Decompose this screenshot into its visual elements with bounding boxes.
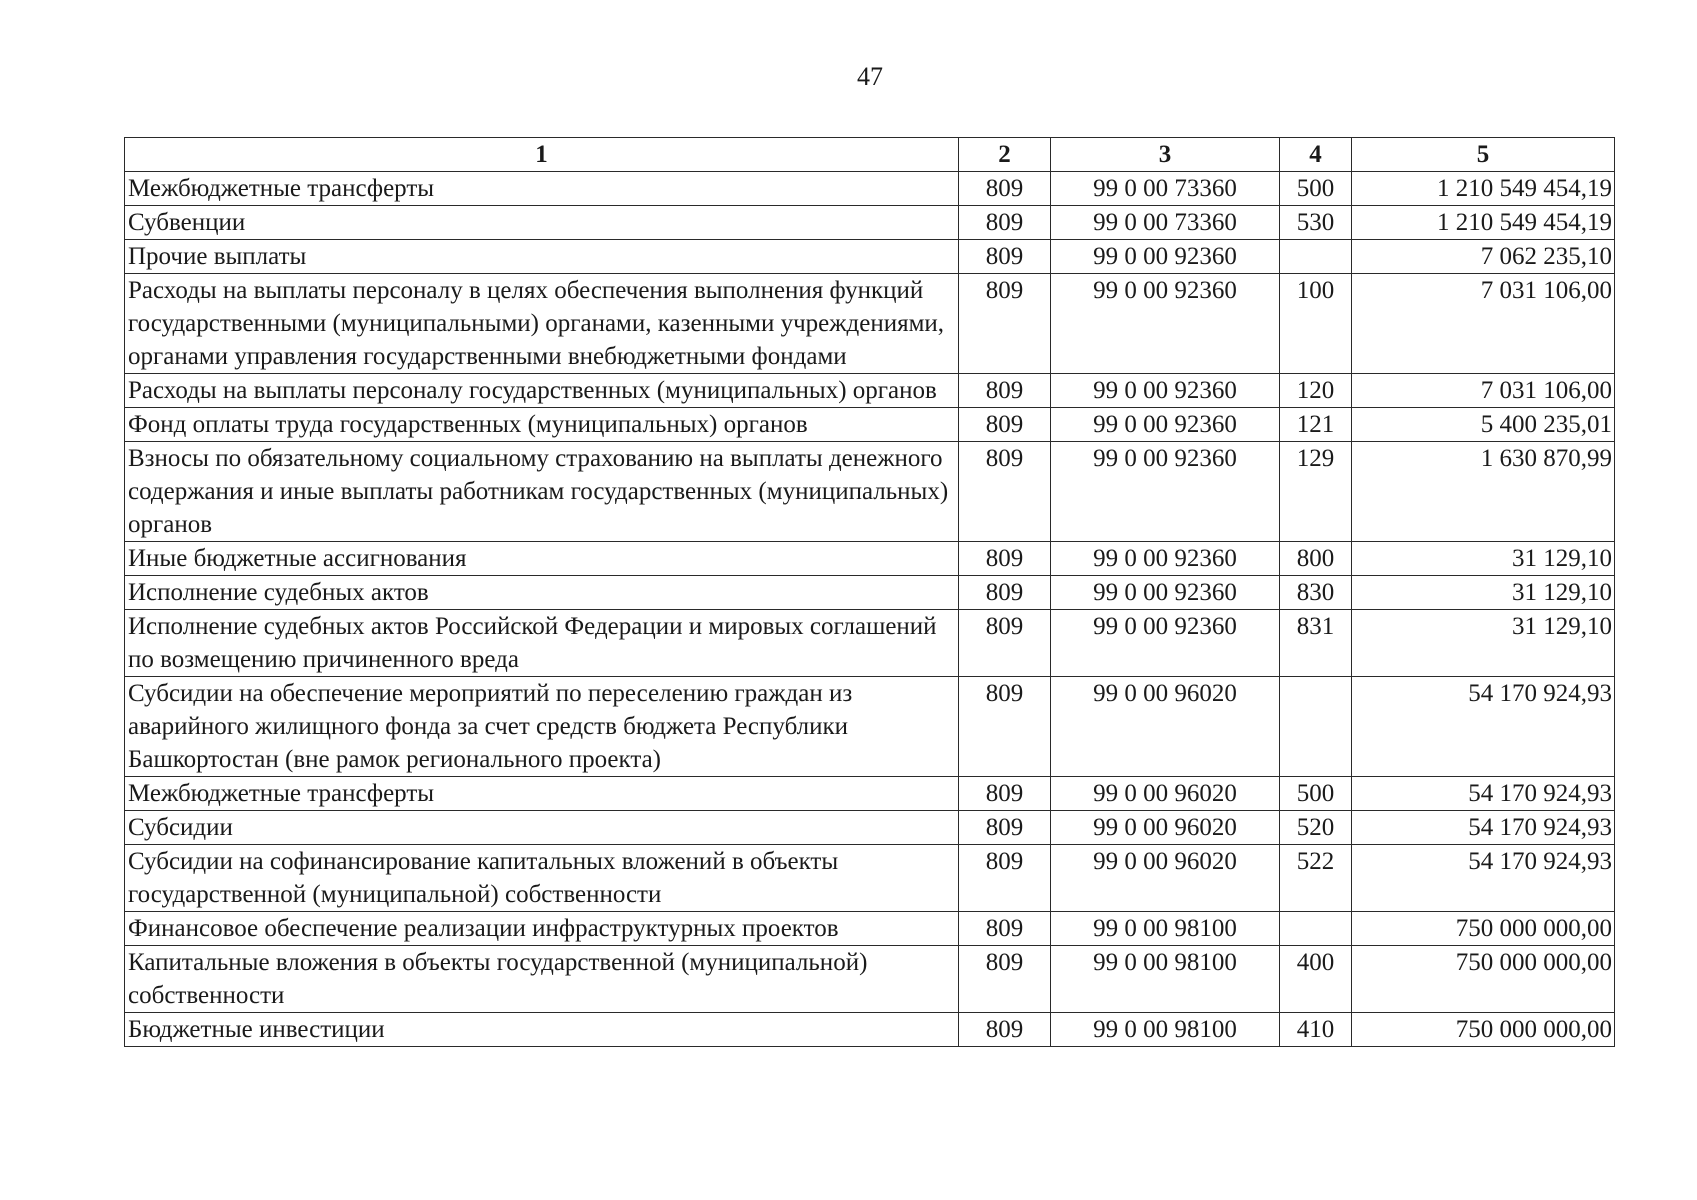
expense-type-cell: [1280, 240, 1352, 274]
department-code-cell: 809: [959, 274, 1051, 374]
amount-cell: 5 400 235,01: [1352, 408, 1615, 442]
table-row: [125, 1013, 1615, 1047]
expense-type-cell: 520: [1280, 811, 1352, 845]
expense-type-cell: [1280, 677, 1352, 777]
department-code-cell: 809: [959, 811, 1051, 845]
target-article-cell: 99 0 00 92360: [1051, 610, 1280, 677]
department-code-cell: 809: [959, 442, 1051, 542]
amount-cell: 31 129,10: [1352, 610, 1615, 677]
target-article-cell: 99 0 00 92360: [1051, 408, 1280, 442]
department-code-cell: 809: [959, 777, 1051, 811]
amount-cell: 7 031 106,00: [1352, 374, 1615, 408]
expense-type-cell: 100: [1280, 274, 1352, 374]
expense-name-cell: Межбюджетные трансферты: [125, 777, 959, 811]
expense-name-cell: Фонд оплаты труда государственных (муниципальных) органов: [125, 408, 959, 442]
department-code-cell: 809: [959, 374, 1051, 408]
expense-name-cell: Исполнение судебных актов: [125, 576, 959, 610]
amount-cell: 750 000 000,00: [1352, 946, 1615, 1013]
target-article-cell: 99 0 00 98100: [1051, 946, 1280, 1013]
amount-cell: 750 000 000,00: [1352, 912, 1615, 946]
amount-cell: 7 062 235,10: [1352, 240, 1615, 274]
target-article-cell: 99 0 00 92360: [1051, 374, 1280, 408]
department-code-cell: 809: [959, 408, 1051, 442]
table-row: [125, 172, 1615, 206]
expense-name-cell: Финансовое обеспечение реализации инфраструктурных проектов: [125, 912, 959, 946]
department-code-cell: 809: [959, 845, 1051, 912]
expense-name-cell: Субвенции: [125, 206, 959, 240]
expense-name-cell: Капитальные вложения в объекты государственной (муниципальной) собственности: [125, 946, 959, 1013]
amount-cell: 1 630 870,99: [1352, 442, 1615, 542]
table-row: [125, 408, 1615, 442]
table-row: [125, 374, 1615, 408]
table-row: [125, 542, 1615, 576]
table-row: [125, 777, 1615, 811]
amount-cell: 54 170 924,93: [1352, 811, 1615, 845]
expense-type-cell: 410: [1280, 1013, 1352, 1047]
target-article-cell: 99 0 00 92360: [1051, 542, 1280, 576]
department-code-cell: 809: [959, 912, 1051, 946]
expense-name-cell: Субсидии на обеспечение мероприятий по переселению граждан из аварийного жилищного фонда за счет средств бюджета Республики Башкортостан (вне рамок регионального проекта): [125, 677, 959, 777]
expense-type-cell: [1280, 912, 1352, 946]
target-article-cell: 99 0 00 98100: [1051, 1013, 1280, 1047]
table-row: [125, 274, 1615, 374]
department-code-cell: 809: [959, 1013, 1051, 1047]
expense-name-cell: Расходы на выплаты персоналу государственных (муниципальных) органов: [125, 374, 959, 408]
column-header: 2: [959, 138, 1051, 172]
target-article-cell: 99 0 00 92360: [1051, 442, 1280, 542]
table-row: [125, 240, 1615, 274]
amount-cell: 750 000 000,00: [1352, 1013, 1615, 1047]
table-row: [125, 811, 1615, 845]
table-row: [125, 912, 1615, 946]
target-article-cell: 99 0 00 96020: [1051, 777, 1280, 811]
department-code-cell: 809: [959, 576, 1051, 610]
department-code-cell: 809: [959, 172, 1051, 206]
department-code-cell: 809: [959, 542, 1051, 576]
table-row: [125, 206, 1615, 240]
expense-type-cell: 500: [1280, 172, 1352, 206]
department-code-cell: 809: [959, 240, 1051, 274]
department-code-cell: 809: [959, 677, 1051, 777]
expense-type-cell: 830: [1280, 576, 1352, 610]
amount-cell: 54 170 924,93: [1352, 845, 1615, 912]
expense-type-cell: 129: [1280, 442, 1352, 542]
amount-cell: 1 210 549 454,19: [1352, 206, 1615, 240]
column-header: 1: [125, 138, 959, 172]
target-article-cell: 99 0 00 73360: [1051, 172, 1280, 206]
table-row: [125, 576, 1615, 610]
expense-name-cell: Прочие выплаты: [125, 240, 959, 274]
table-row: [125, 845, 1615, 912]
expense-type-cell: 400: [1280, 946, 1352, 1013]
expense-type-cell: 522: [1280, 845, 1352, 912]
department-code-cell: 809: [959, 946, 1051, 1013]
expense-name-cell: Иные бюджетные ассигнования: [125, 542, 959, 576]
table-row: [125, 946, 1615, 1013]
column-header: 3: [1051, 138, 1280, 172]
table-body: [125, 172, 1615, 1047]
amount-cell: 7 031 106,00: [1352, 274, 1615, 374]
expense-type-cell: 831: [1280, 610, 1352, 677]
expense-name-cell: Субсидии на софинансирование капитальных вложений в объекты государственной (муниципальной) собственности: [125, 845, 959, 912]
table-header-row: [125, 138, 1615, 172]
target-article-cell: 99 0 00 98100: [1051, 912, 1280, 946]
expense-type-cell: 120: [1280, 374, 1352, 408]
expense-name-cell: Субсидии: [125, 811, 959, 845]
page-number: 47: [857, 62, 883, 91]
target-article-cell: 99 0 00 96020: [1051, 677, 1280, 777]
amount-cell: 31 129,10: [1352, 576, 1615, 610]
expense-type-cell: 500: [1280, 777, 1352, 811]
amount-cell: 31 129,10: [1352, 542, 1615, 576]
target-article-cell: 99 0 00 73360: [1051, 206, 1280, 240]
budget-table: [124, 137, 1615, 1047]
department-code-cell: 809: [959, 610, 1051, 677]
target-article-cell: 99 0 00 96020: [1051, 811, 1280, 845]
target-article-cell: 99 0 00 96020: [1051, 845, 1280, 912]
amount-cell: 1 210 549 454,19: [1352, 172, 1615, 206]
expense-name-cell: Бюджетные инвестиции: [125, 1013, 959, 1047]
expense-name-cell: Расходы на выплаты персоналу в целях обеспечения выполнения функций государственными (муниципальными) органами, казенными учреждениями, органами управления государственными внебюджетными фондами: [125, 274, 959, 374]
expense-name-cell: Взносы по обязательному социальному страхованию на выплаты денежного содержания и иные выплаты работникам государственных (муниципальных) органов: [125, 442, 959, 542]
expense-name-cell: Межбюджетные трансферты: [125, 172, 959, 206]
amount-cell: 54 170 924,93: [1352, 777, 1615, 811]
expense-type-cell: 530: [1280, 206, 1352, 240]
column-header: 5: [1352, 138, 1615, 172]
target-article-cell: 99 0 00 92360: [1051, 274, 1280, 374]
table-row: [125, 442, 1615, 542]
expense-name-cell: Исполнение судебных актов Российской Федерации и мировых соглашений по возмещению причиненного вреда: [125, 610, 959, 677]
column-header: 4: [1280, 138, 1352, 172]
department-code-cell: 809: [959, 206, 1051, 240]
expense-type-cell: 121: [1280, 408, 1352, 442]
amount-cell: 54 170 924,93: [1352, 677, 1615, 777]
target-article-cell: 99 0 00 92360: [1051, 576, 1280, 610]
target-article-cell: 99 0 00 92360: [1051, 240, 1280, 274]
table-row: [125, 677, 1615, 777]
table-row: [125, 610, 1615, 677]
expense-type-cell: 800: [1280, 542, 1352, 576]
